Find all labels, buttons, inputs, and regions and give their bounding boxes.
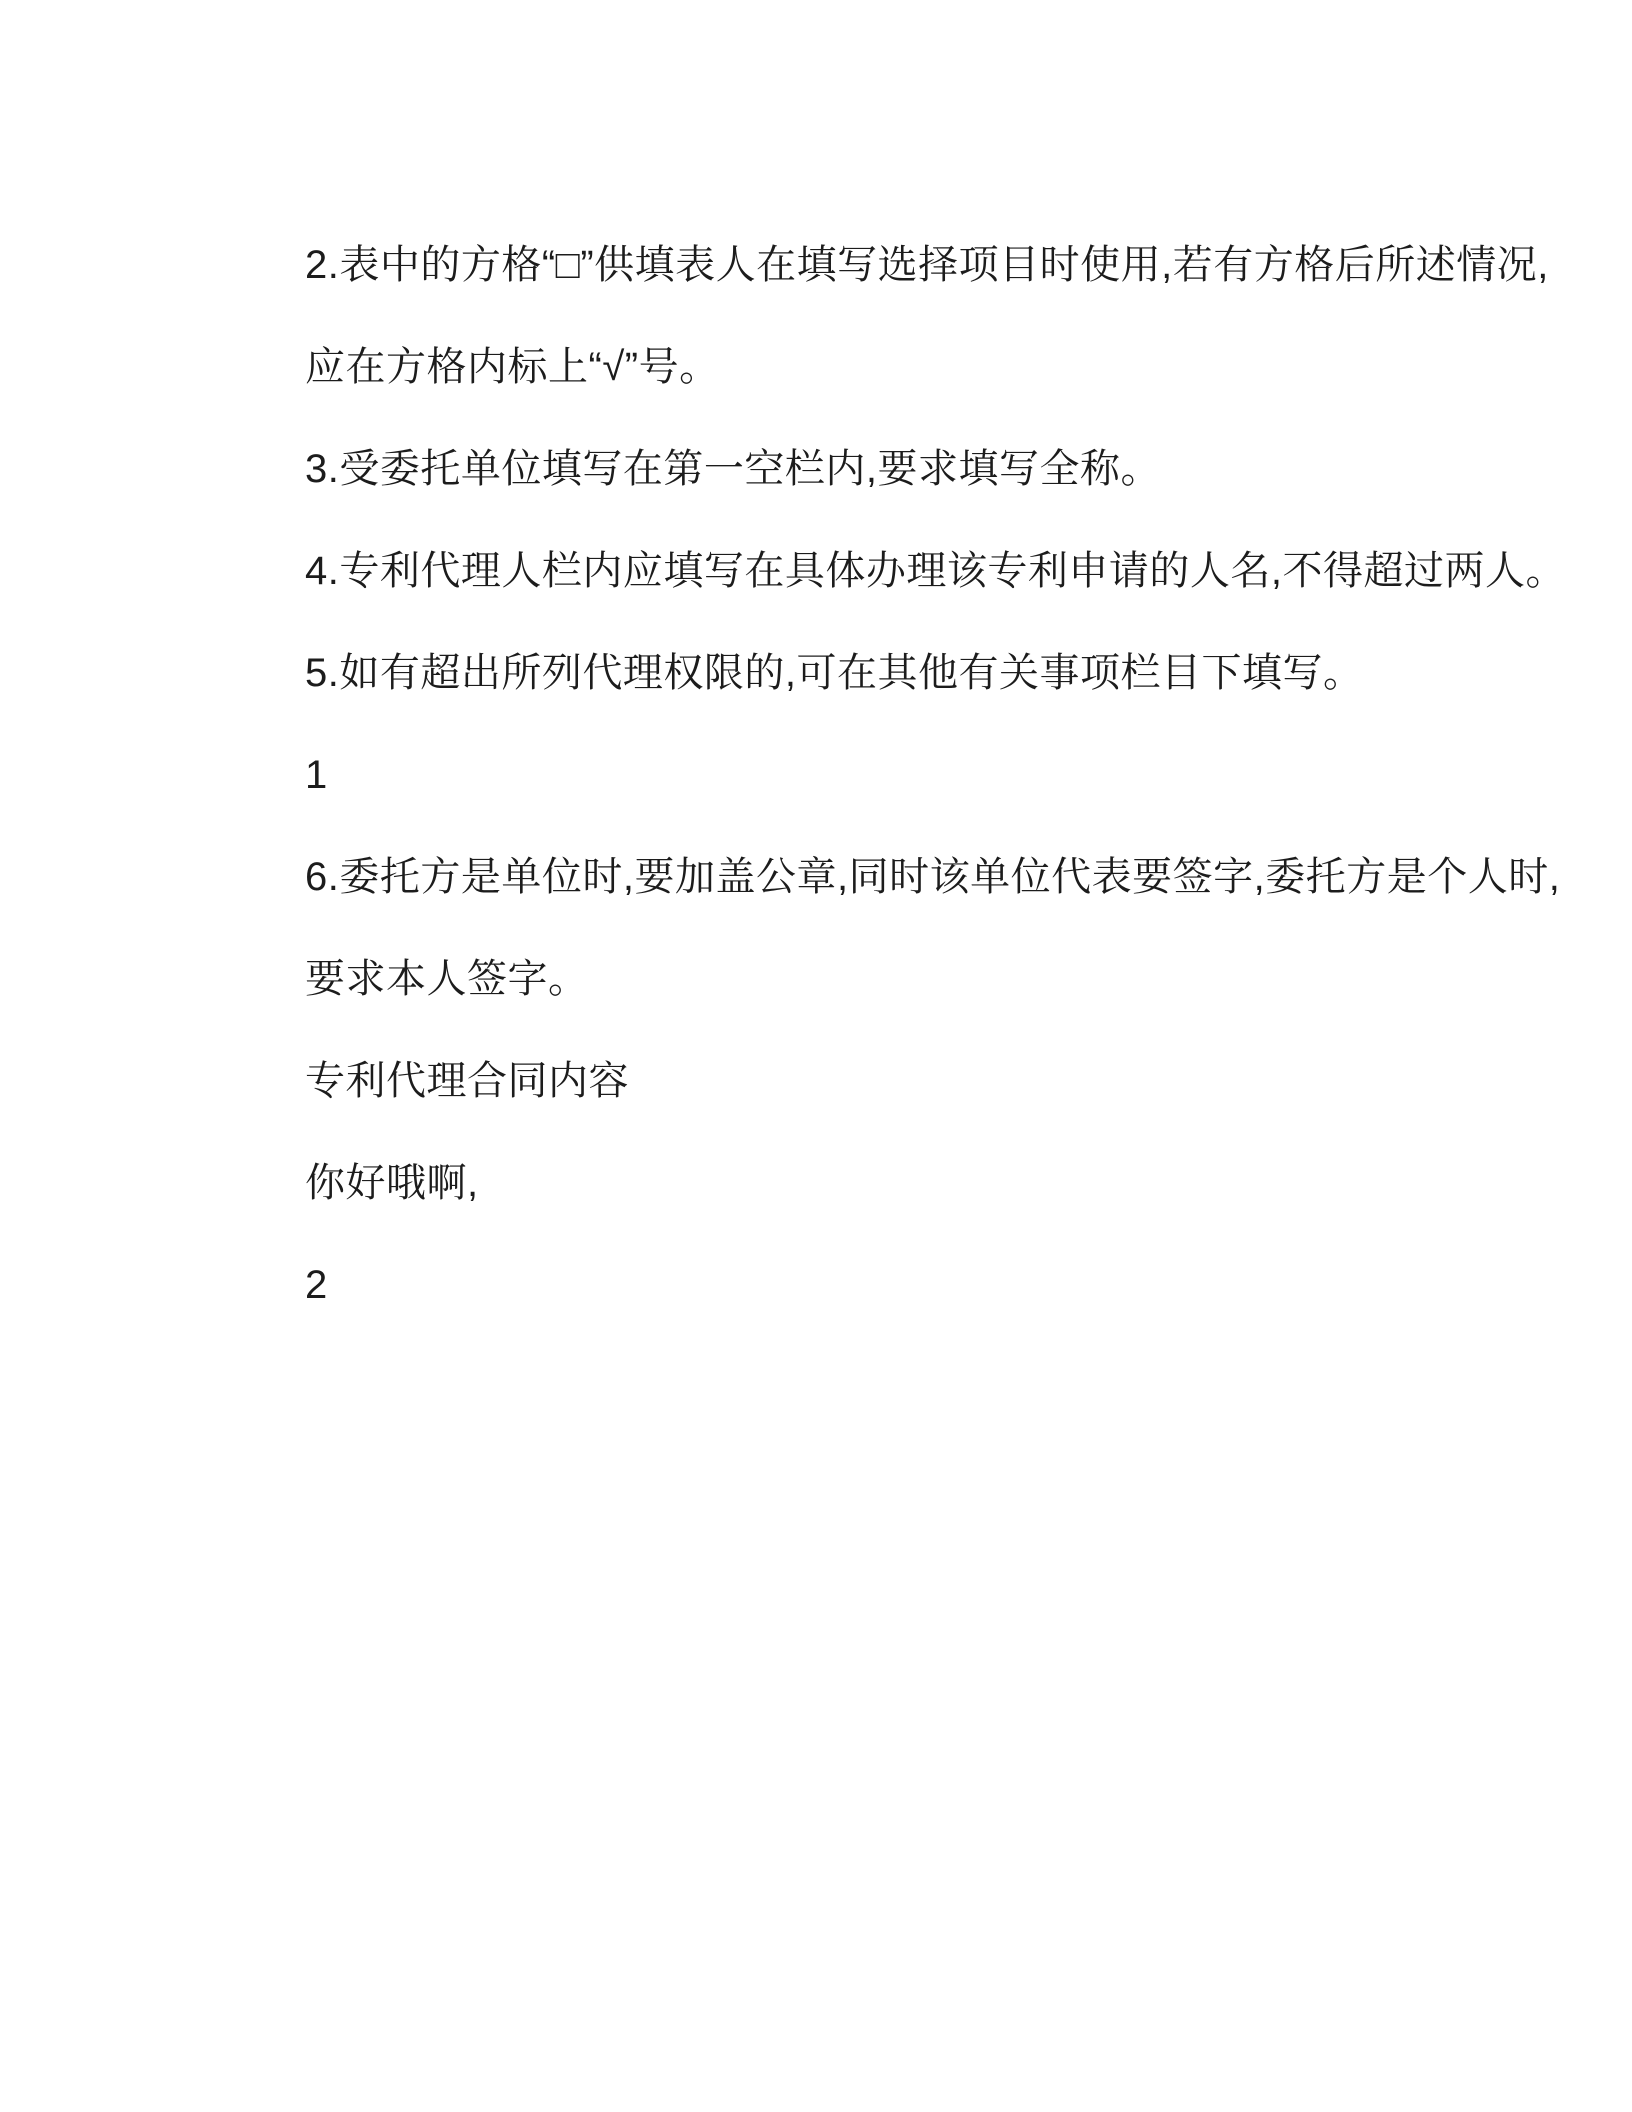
body-line-greeting: 你好哦啊, <box>305 1161 479 1205</box>
instruction-line-5: 5.如有超出所列代理权限的,可在其他有关事项栏目下填写。 <box>305 651 1364 695</box>
instruction-line-4: 4.专利代理人栏内应填写在具体办理该专利申请的人名,不得超过两人。 <box>305 549 1566 593</box>
page-number-1: 1 <box>305 753 328 797</box>
instruction-line-6-continued: 要求本人签字。 <box>305 957 589 1001</box>
instruction-line-3: 3.受委托单位填写在第一空栏内,要求填写全称。 <box>305 447 1161 491</box>
section-title-contract-content: 专利代理合同内容 <box>305 1059 629 1103</box>
instruction-line-6: 6.委托方是单位时,要加盖公章,同时该单位代表要签字,委托方是个人时, <box>305 855 1561 899</box>
page-number-2: 2 <box>305 1263 328 1307</box>
document-text-block <box>305 214 1566 1336</box>
instruction-line-2: 2.表中的方格“□”供填表人在填写选择项目时使用,若有方格后所述情况, <box>305 243 1549 287</box>
instruction-line-2-continued: 应在方格内标上“√”号。 <box>305 345 720 389</box>
